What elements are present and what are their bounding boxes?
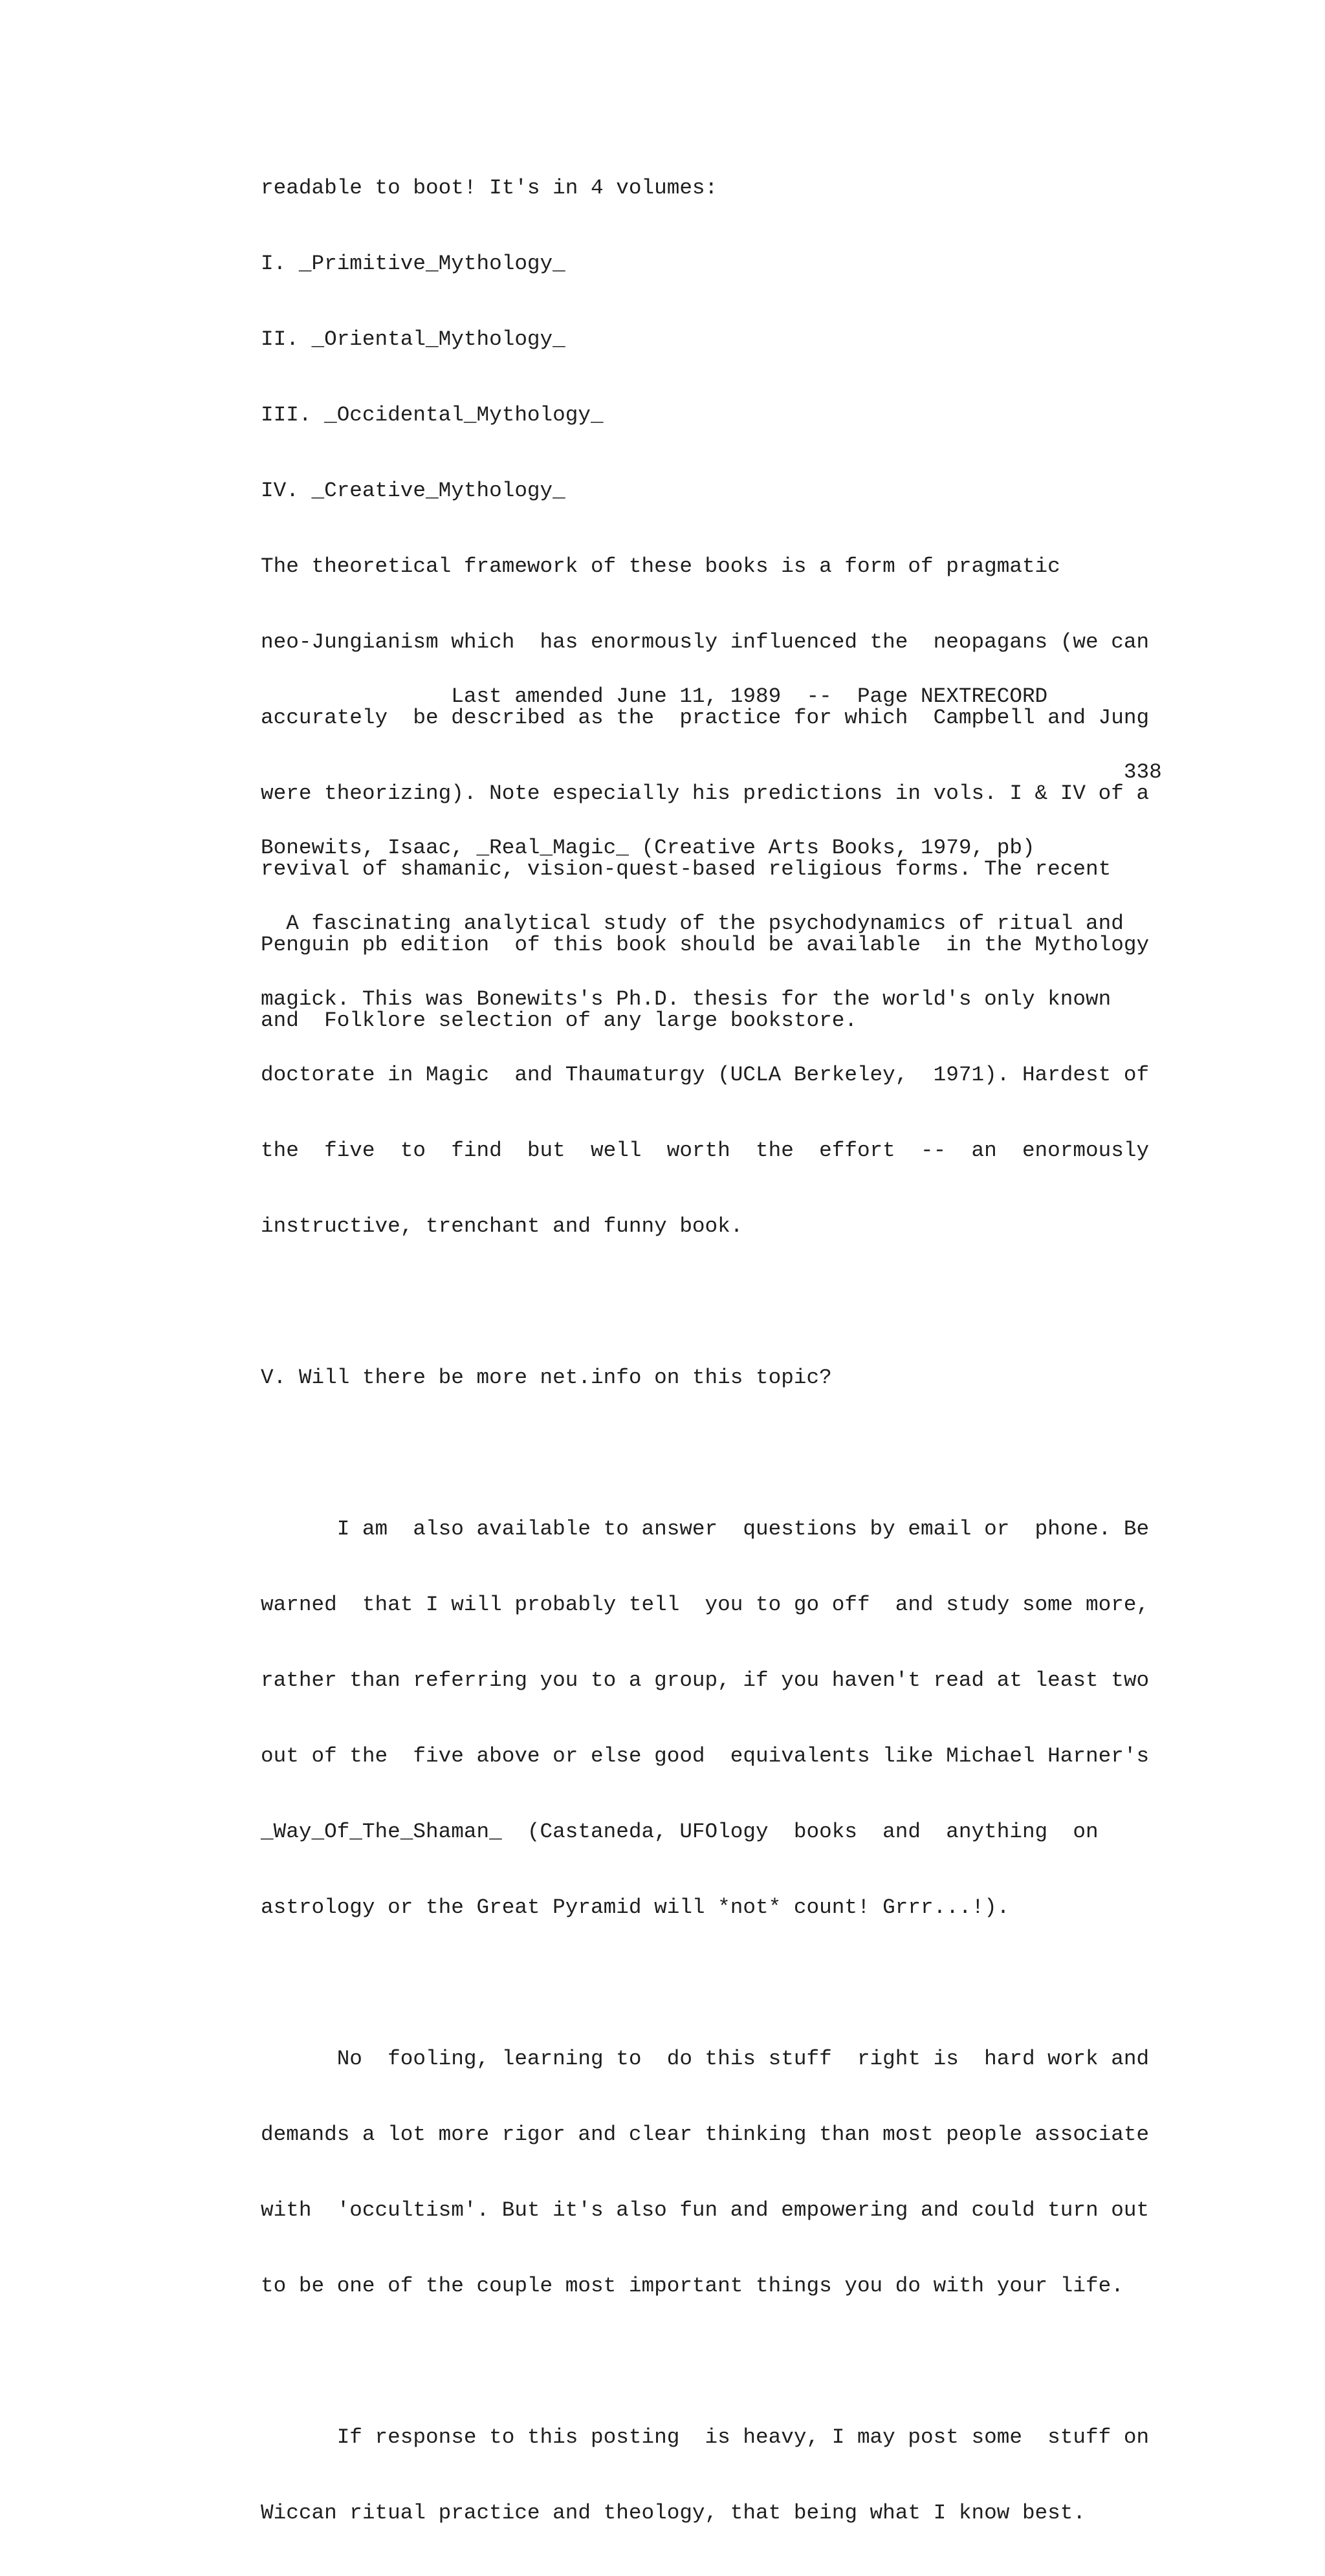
section-heading: V. Will there be more net.info on this topic? — [261, 1366, 832, 1390]
text-line: instructive, trenchant and funny book. — [261, 1214, 743, 1238]
blank-line — [261, 2349, 1149, 2374]
text-line: I am also available to answer questions by email or phone. Be — [261, 1517, 1150, 1541]
text-line: and Folklore selection of any large bookstore. — [261, 1009, 857, 1032]
text-line: magick. This was Bonewits's Ph.D. thesis for the world's only known — [261, 987, 1111, 1011]
text-line: _Way_Of_The_Shaman_ (Castaneda, UFOlogy books and anything on — [261, 1820, 1099, 1844]
text-line: neo-Jungianism which has enormously influenced the neopagans (we can — [261, 630, 1150, 654]
blank-line — [261, 1289, 1149, 1315]
volume-list-item: III. _Occidental_Mythology_ — [261, 403, 604, 427]
text-line: rather than referring you to a group, if you haven't read at least two — [261, 1668, 1150, 1692]
text-line: to be one of the couple most important things you do with your life. — [261, 2274, 1124, 2298]
text-line: No fooling, learning to do this stuff right is hard work and — [261, 2047, 1150, 2071]
text-line: accurately be described as the practice for which Campbell and Jung — [261, 706, 1150, 730]
bonewits-and-faq-section — [261, 785, 1149, 2576]
text-line: the five to find but well worth the effort -- an enormously — [261, 1139, 1150, 1162]
text-line: with 'occultism'. But it's also fun and empowering and could turn out — [261, 2198, 1150, 2222]
book-citation: Bonewits, Isaac, _Real_Magic_ (Creative Arts Books, 1979, pb) — [261, 836, 1035, 860]
volume-list-item: IV. _Creative_Mythology_ — [261, 479, 565, 503]
text-line: doctorate in Magic and Thaumaturgy (UCLA Berkeley, 1971). Hardest of — [261, 1063, 1150, 1087]
text-line: Wiccan ritual practice and theology, that being what I know best. — [261, 2501, 1086, 2525]
text-line: The theoretical framework of these books is a form of pragmatic — [261, 554, 1060, 578]
text-line: Penguin pb edition of this book should be available in the Mythology — [261, 933, 1150, 957]
blank-line — [261, 1441, 1149, 1466]
text-line: A fascinating analytical study of the psychodynamics of ritual and — [261, 911, 1124, 935]
blank-line — [261, 1970, 1149, 1996]
text-line: If response to this posting is heavy, I may post some stuff on — [261, 2425, 1150, 2449]
text-line: out of the five above or else good equivalents like Michael Harner's — [261, 1744, 1150, 1768]
text-line: demands a lot more rigor and clear thinking than most people associate — [261, 2123, 1150, 2146]
text-line: revival of shamanic, vision-quest-based religious forms. The recent — [261, 857, 1111, 881]
text-line: were theorizing). Note especially his predictions in vols. I & IV of a — [261, 781, 1150, 805]
text-line: readable to boot! It's in 4 volumes: — [261, 176, 718, 200]
volume-list-item: I. _Primitive_Mythology_ — [261, 252, 565, 276]
volume-list-item: II. _Oriental_Mythology_ — [261, 327, 565, 351]
page-number: 338 — [261, 760, 1162, 784]
last-amended-footer: Last amended June 11, 1989 -- Page NEXTRECORD — [261, 684, 1048, 708]
text-line: astrology or the Great Pyramid will *not* count! Grrr...!). — [261, 1895, 1010, 1919]
text-line: warned that I will probably tell you to go off and study some more, — [261, 1593, 1150, 1617]
